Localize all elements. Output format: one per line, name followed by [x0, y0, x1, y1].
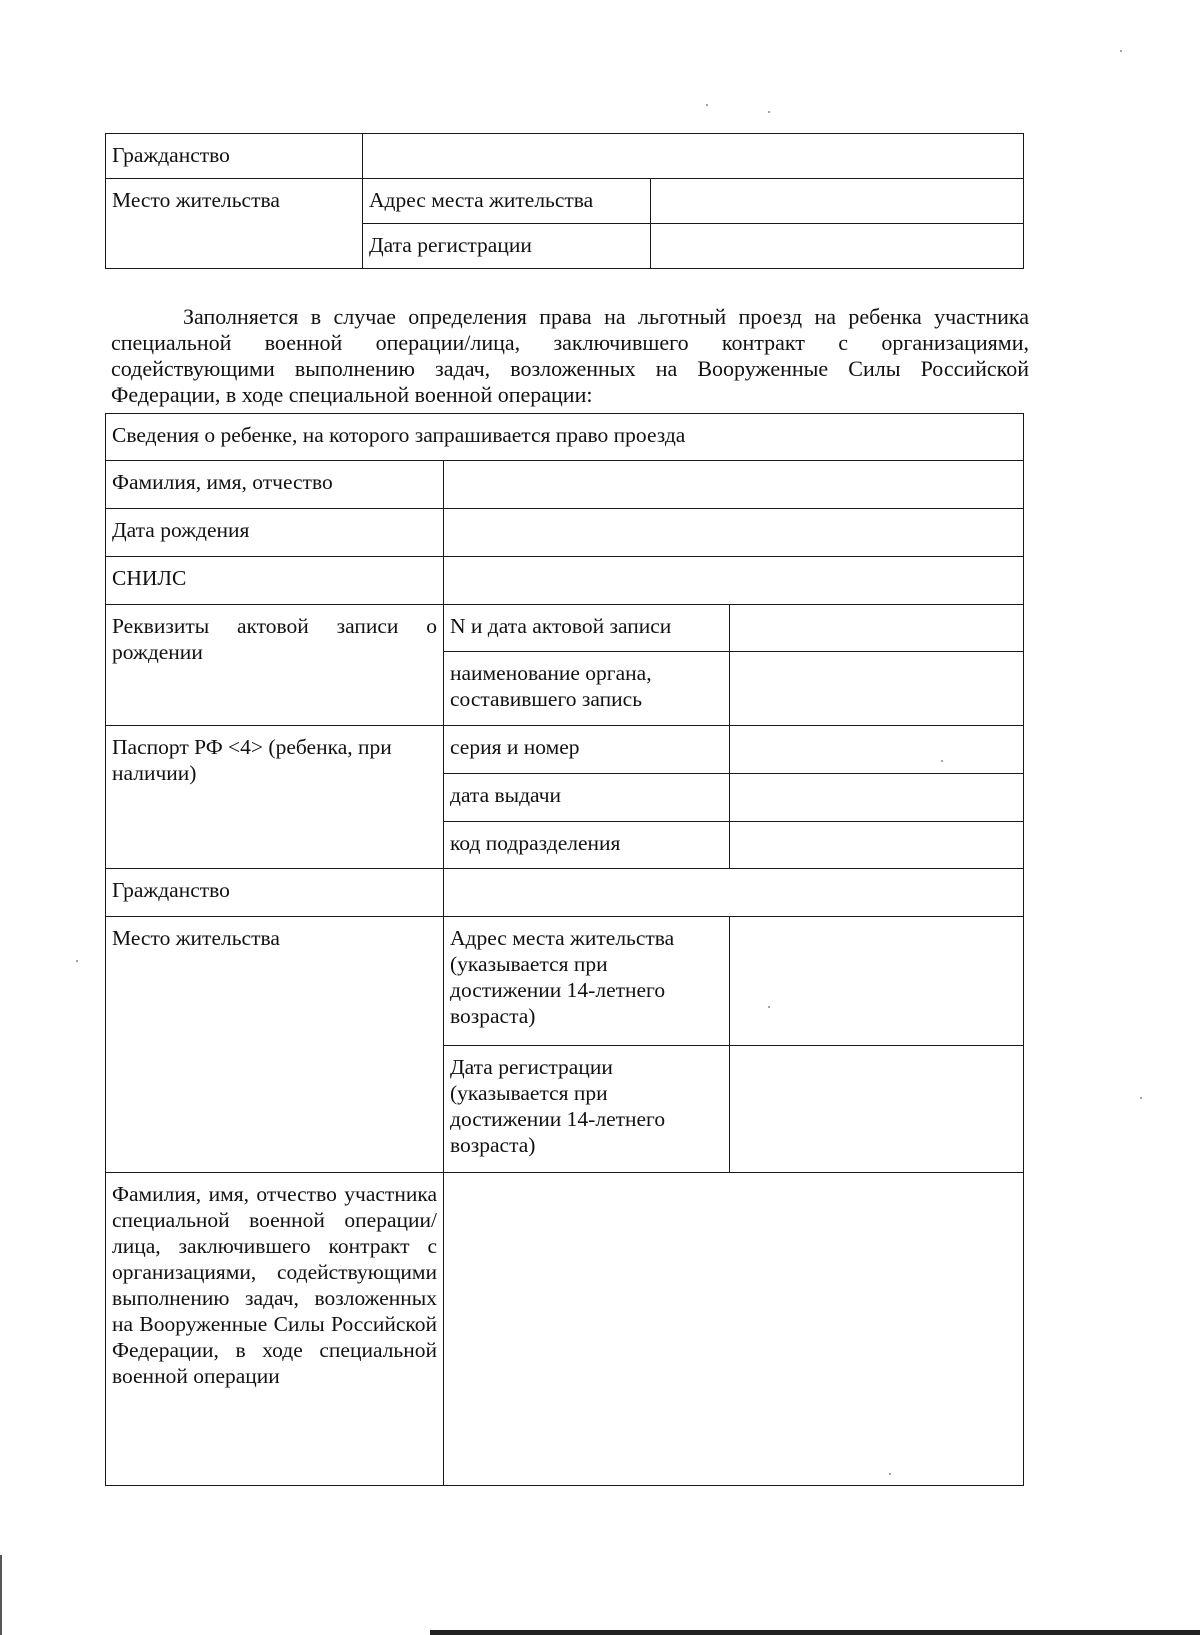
- registration-date-label-cell: [363, 224, 651, 269]
- scan-speck: [706, 104, 708, 106]
- birth-record-authority-field[interactable]: [730, 652, 1024, 726]
- scan-speck: [768, 1006, 770, 1008]
- scan-speck: [889, 1473, 891, 1475]
- child-info-table: [105, 413, 1024, 1486]
- child-citizenship-label-cell: [106, 869, 444, 917]
- child-residence-address-label: Адрес места жительства (указывается при достижении 14-летнего возраста): [450, 926, 675, 1028]
- birth-record-number-field[interactable]: [730, 605, 1024, 652]
- address-label: Адрес места жительства: [369, 188, 594, 212]
- birth-record-label-cell: [106, 605, 444, 726]
- participant-name-label-cell: [106, 1173, 444, 1486]
- instruction-text: Заполняется в случае определения права на льготный проезд на ребенка участника специальной военной операции/лица, заключившего контракт с организациями, содействующими выполнению задач, возложенных на Вооруженные Силы Российской Федерации, в ходе специальной военной операции:: [111, 304, 1029, 407]
- child-residence-address-field[interactable]: [730, 917, 1024, 1046]
- scan-speck: [941, 760, 943, 762]
- child-info-header: Сведения о ребенке, на которого запрашивается право проезда: [112, 423, 686, 447]
- citizenship-value-field[interactable]: [363, 134, 1024, 179]
- passport-issue-date-label-cell: [444, 774, 730, 822]
- child-snils-label: СНИЛС: [112, 566, 187, 590]
- passport-series-label-cell: [444, 726, 730, 774]
- child-snils-field[interactable]: [444, 557, 1024, 605]
- passport-division-code-label-cell: [444, 822, 730, 869]
- passport-series-label: серия и номер: [450, 735, 580, 759]
- child-citizenship-field[interactable]: [444, 869, 1024, 917]
- child-residence-label-cell: [106, 917, 444, 1173]
- address-value-field[interactable]: [651, 179, 1024, 224]
- birth-record-authority-label: наименование органа, составившего запись: [450, 661, 652, 711]
- child-full-name-label: Фамилия, имя, отчество: [112, 470, 333, 494]
- page-edge-rule: [430, 1630, 1200, 1635]
- child-snils-label-cell: [106, 557, 444, 605]
- child-residence-registration-label: Дата регистрации (указывается при достижении 14-летнего возраста): [450, 1055, 666, 1157]
- passport-series-field[interactable]: [730, 726, 1024, 774]
- scan-speck: [1140, 1097, 1142, 1099]
- citizenship-label: Гражданство: [112, 143, 230, 167]
- child-birth-date-label: Дата рождения: [112, 518, 250, 542]
- residence-label-cell: [106, 179, 363, 269]
- child-residence-registration-label-cell: [444, 1046, 730, 1173]
- citizenship-label-cell: [106, 134, 363, 179]
- scan-speck: [768, 111, 770, 113]
- child-full-name-label-cell: [106, 461, 444, 509]
- address-label-cell: [363, 179, 651, 224]
- passport-division-code-label: код подразделения: [450, 831, 621, 855]
- passport-division-code-field[interactable]: [730, 822, 1024, 869]
- child-citizenship-label: Гражданство: [112, 878, 230, 902]
- scan-speck: [76, 960, 78, 962]
- page-edge-rule-left: [0, 1555, 2, 1635]
- passport-issue-date-label: дата выдачи: [450, 783, 562, 807]
- child-residence-label: Место жительства: [112, 926, 280, 950]
- birth-record-authority-label-cell: [444, 652, 730, 726]
- participant-name-field[interactable]: [444, 1173, 1024, 1486]
- passport-issue-date-field[interactable]: [730, 774, 1024, 822]
- scan-speck: [1120, 50, 1122, 52]
- child-residence-address-label-cell: [444, 917, 730, 1046]
- instruction-paragraph: [111, 304, 1029, 408]
- child-info-header-cell: [106, 414, 1024, 461]
- registration-date-label: Дата регистрации: [369, 233, 532, 257]
- passport-label-cell: [106, 726, 444, 869]
- child-residence-registration-field[interactable]: [730, 1046, 1024, 1173]
- birth-record-number-label: N и дата актовой записи: [450, 614, 672, 638]
- residence-table: [105, 133, 1024, 269]
- participant-name-label: Фамилия, имя, отчество участника специальной военной операции/лица, заключившего контракт с организациями, содействующими выполнению задач, возложенных на Вооруженные Силы Российской Федерации, в ходе специальной военной операции: [112, 1182, 437, 1388]
- birth-record-label: Реквизиты актовой записи о рождении: [112, 614, 437, 664]
- registration-date-value-field[interactable]: [651, 224, 1024, 269]
- passport-label: Паспорт РФ <4> (ребенка, при наличии): [112, 735, 392, 785]
- residence-label: Место жительства: [112, 188, 280, 212]
- child-birth-date-label-cell: [106, 509, 444, 557]
- birth-record-number-label-cell: [444, 605, 730, 652]
- child-full-name-field[interactable]: [444, 461, 1024, 509]
- child-birth-date-field[interactable]: [444, 509, 1024, 557]
